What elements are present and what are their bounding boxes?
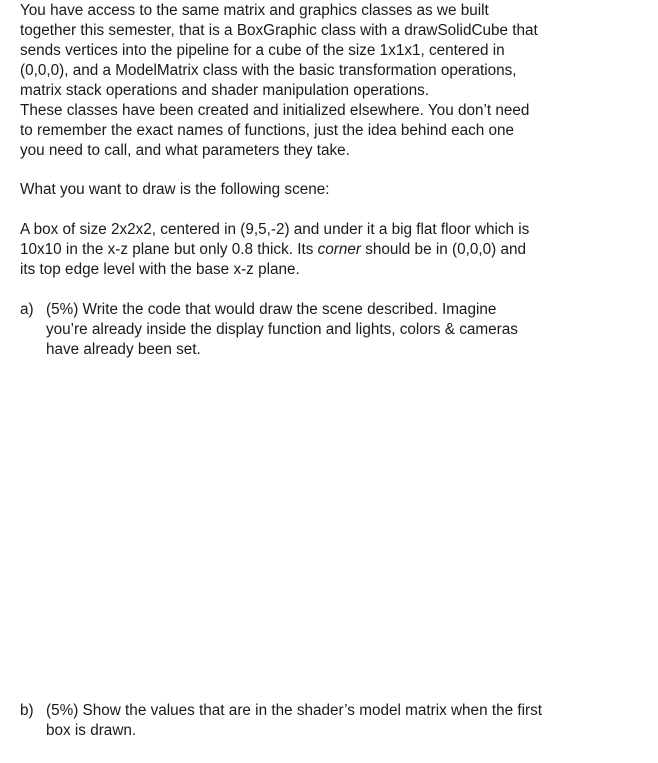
- scene-emphasis-corner: corner: [317, 241, 361, 258]
- scene-description: [20, 220, 645, 280]
- intro-line: You have access to the same matrix and graphics classes as we built: [20, 2, 489, 19]
- intro-line: to remember the exact names of functions, just the idea behind each one: [20, 122, 515, 139]
- intro-paragraph: [20, 1, 645, 161]
- intro-line: sends vertices into the pipeline for a cube of the size 1x1x1, centered in: [20, 42, 505, 59]
- question-a-marker: a): [20, 301, 34, 318]
- scene-lead-text: What you want to draw is the following scene:: [20, 181, 330, 198]
- question-a-line: have already been set.: [46, 341, 201, 358]
- intro-line: (0,0,0), and a ModelMatrix class with the basic transformation operations,: [20, 62, 517, 79]
- question-b-text: [46, 701, 645, 741]
- question-b-marker: b): [20, 702, 34, 719]
- intro-line: you need to call, and what parameters they take.: [20, 142, 350, 159]
- scene-line: its top edge level with the base x-z plane.: [20, 261, 300, 278]
- question-b-line: (5%) Show the values that are in the shader’s model matrix when the first: [46, 702, 542, 719]
- question-a-line: (5%) Write the code that would draw the scene described. Imagine: [46, 301, 497, 318]
- question-a-text: [46, 300, 645, 360]
- intro-line: matrix stack operations and shader manipulation operations.: [20, 82, 429, 99]
- scene-line-part: should be in (0,0,0) and: [360, 241, 526, 258]
- intro-line: together this semester, that is a BoxGraphic class with a drawSolidCube that: [20, 22, 538, 39]
- intro-line: These classes have been created and initialized elsewhere. You don’t need: [20, 102, 530, 119]
- question-b: [20, 701, 645, 741]
- scene-line: [20, 240, 645, 260]
- question-a: [20, 300, 645, 360]
- question-b-line: box is drawn.: [46, 722, 137, 739]
- scene-line: A box of size 2x2x2, centered in (9,5,-2) and under it a big flat floor which is: [20, 221, 530, 238]
- question-a-line: you’re already inside the display function and lights, colors & cameras: [46, 321, 518, 338]
- scene-line-part: 10x10 in the x-z plane but only 0.8 thick. Its: [20, 241, 318, 258]
